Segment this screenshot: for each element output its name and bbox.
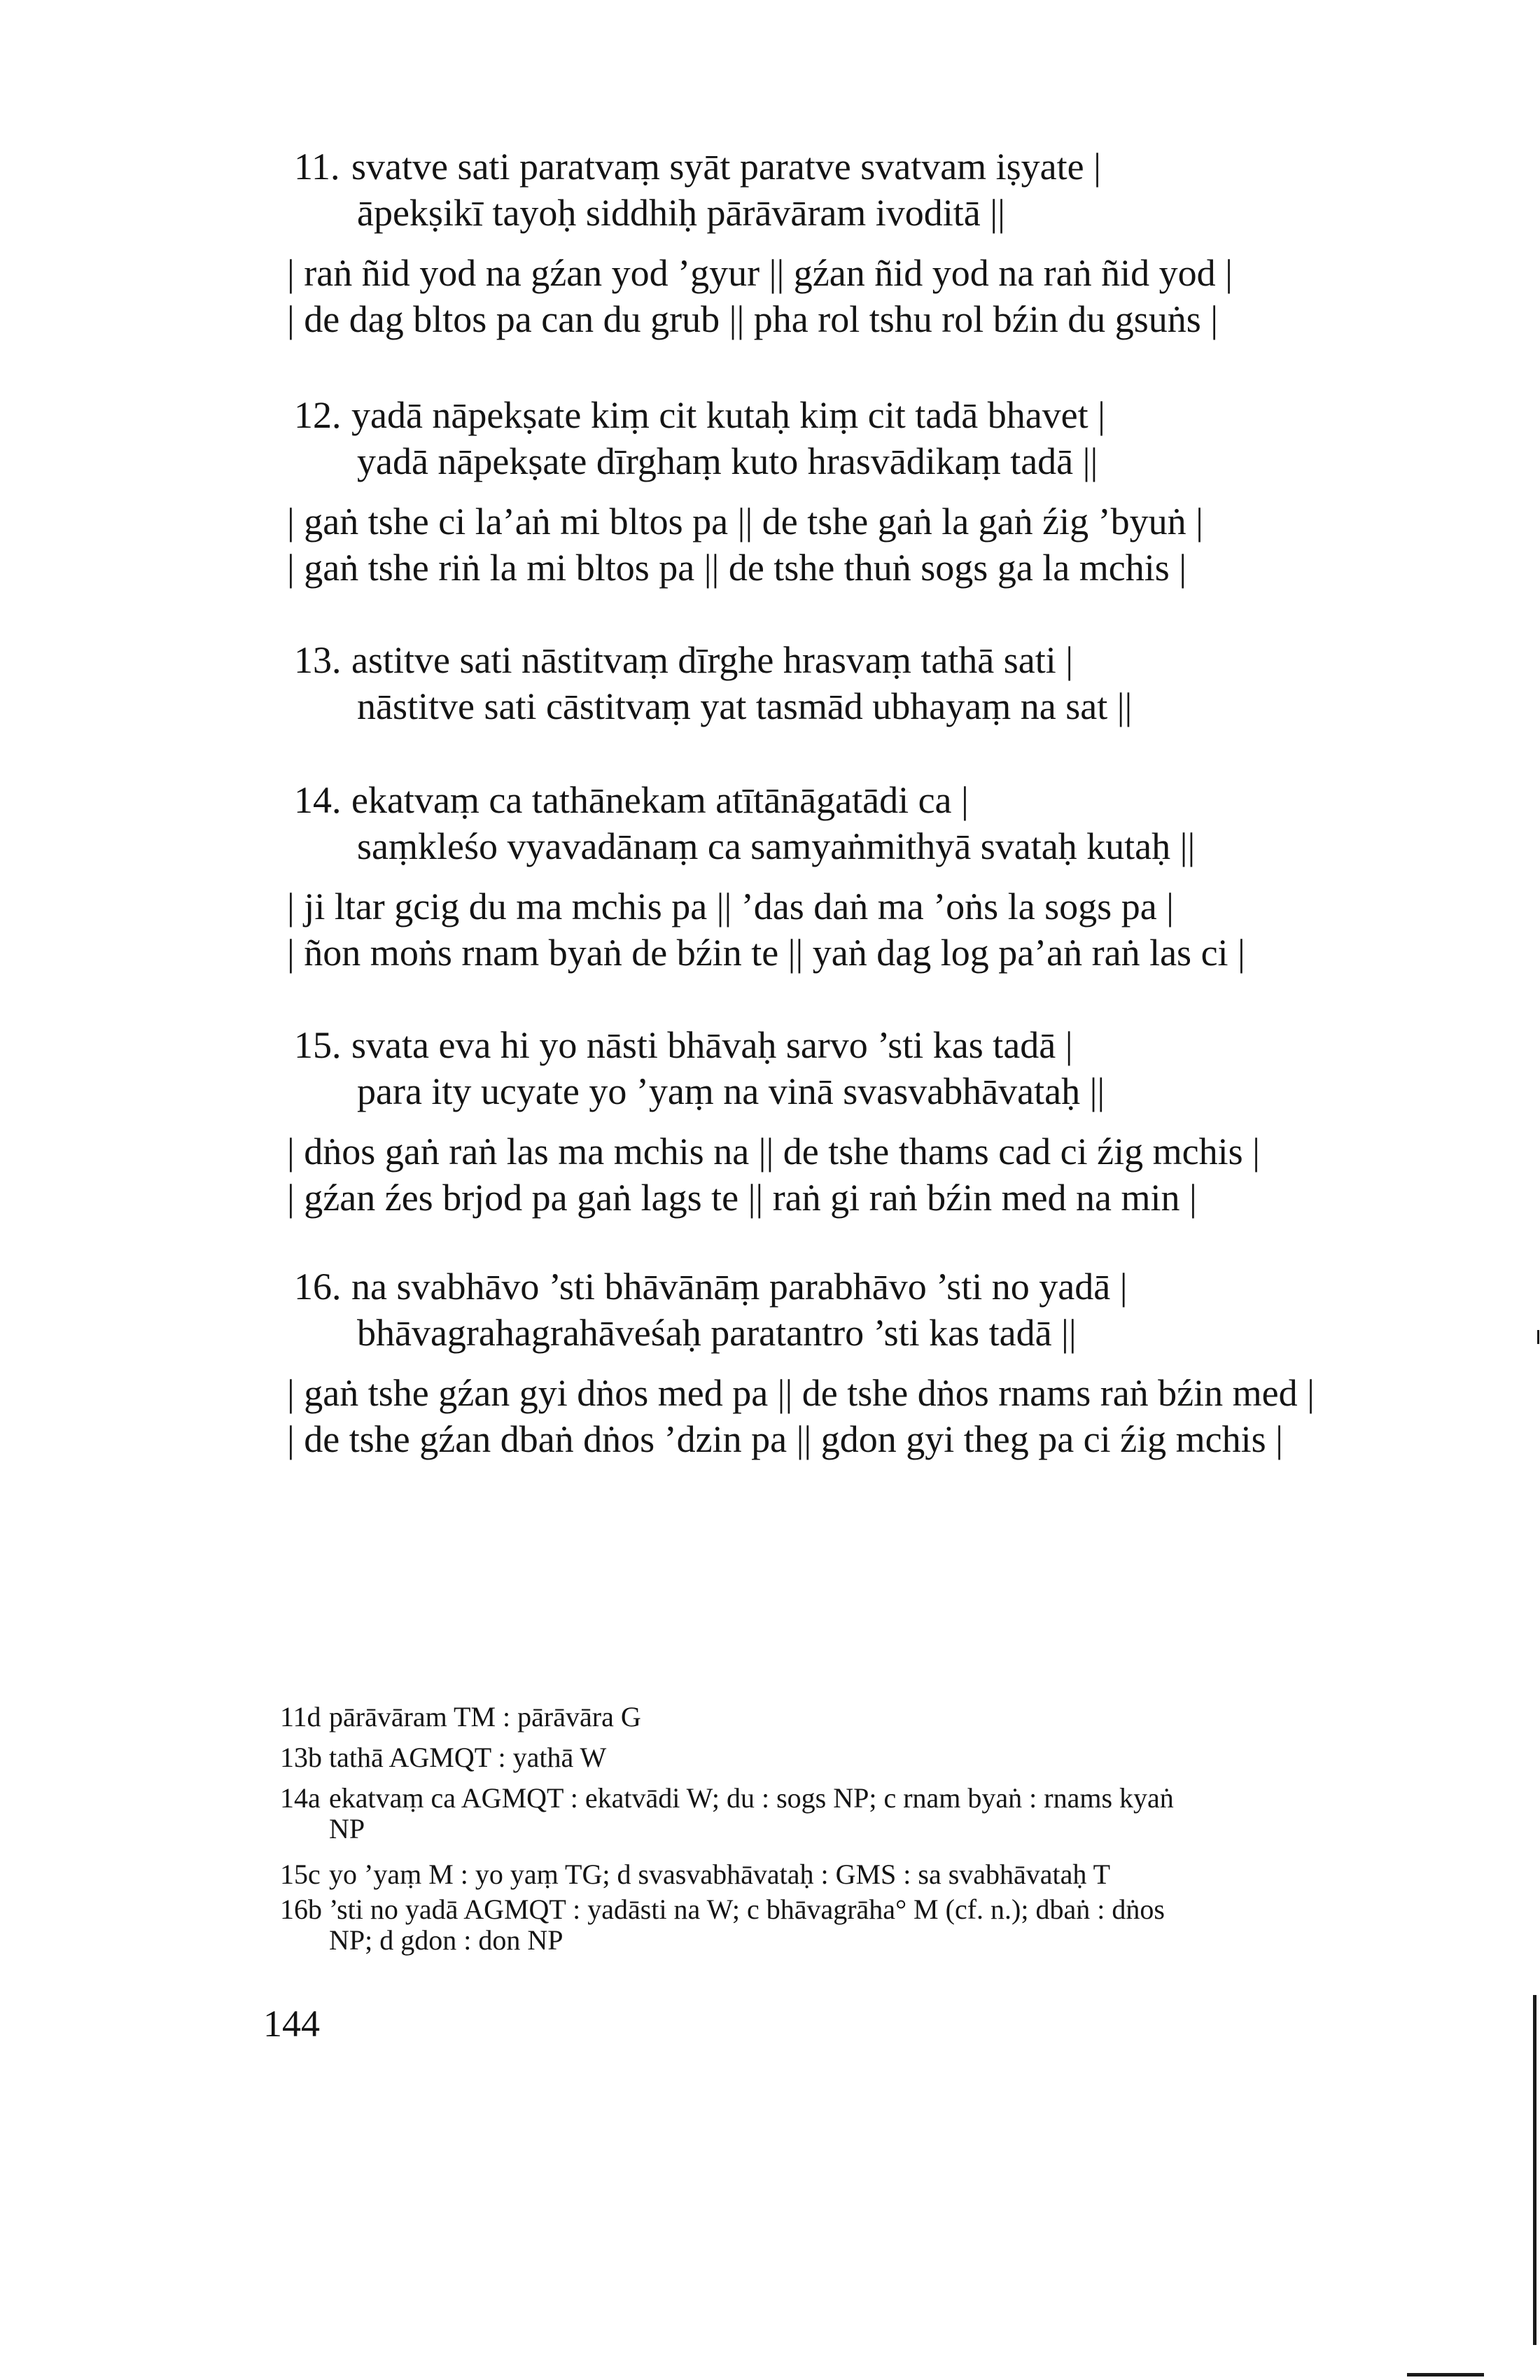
- sanskrit-line: yadā nāpekṣate dīrghaṃ kuto hrasvādikaṃ tadā ||: [357, 440, 1098, 482]
- sanskrit-line: 14. ekatvaṃ ca tathānekam atītānāgatādi ca |: [294, 777, 969, 823]
- tibetan-line: | de tshe gźan dbaṅ dṅos ’dzin pa || gdon gyi theg pa ci źig mchis |: [287, 1418, 1283, 1460]
- tibetan-line: | ñon moṅs rnam byaṅ de bźin te || yaṅ dag log pa’aṅ raṅ las ci |: [287, 932, 1245, 974]
- sanskrit-line: 13. astitve sati nāstitvaṃ dīrghe hrasvaṃ tathā sati |: [294, 637, 1073, 683]
- footnote-16b: 16b ’sti no yadā AGMQT : yadāsti na W; c bhāvagrāha° M (cf. n.); dbaṅ : dṅos: [280, 1893, 1165, 1925]
- tibetan-line: | raṅ ñid yod na gźan yod ’gyur || gźan ñid yod na raṅ ñid yod |: [287, 252, 1233, 294]
- sanskrit-line: para ity ucyate yo ’yaṃ na vinā svasvabhāvataḥ ||: [357, 1070, 1105, 1112]
- scan-edge-mark: [1533, 1995, 1536, 2345]
- sanskrit-line: bhāvagrahagrahāveśaḥ paratantro ’sti kas tadā ||: [357, 1312, 1077, 1354]
- sanskrit-line: āpekṣikī tayoḥ siddhiḥ pārāvāram ivoditā ||: [357, 192, 1005, 234]
- scan-edge-mark: [1537, 1330, 1539, 1344]
- sanskrit-line: 15. svata eva hi yo nāsti bhāvaḥ sarvo ’sti kas tadā |: [294, 1022, 1073, 1068]
- tibetan-line: | gaṅ tshe gźan gyi dṅos med pa || de tshe dṅos rnams raṅ bźin med |: [287, 1372, 1315, 1414]
- verse-number: 14.: [294, 779, 342, 821]
- verse-number: 11.: [294, 146, 340, 188]
- sanskrit-line: nāstitve sati cāstitvaṃ yat tasmād ubhayaṃ na sat ||: [357, 685, 1133, 727]
- verse-number: 12.: [294, 394, 342, 436]
- sanskrit-line: 16. na svabhāvo ’sti bhāvānāṃ parabhāvo ’sti no yadā |: [294, 1264, 1128, 1310]
- tibetan-line: | dṅos gaṅ raṅ las ma mchis na || de tshe thams cad ci źig mchis |: [287, 1130, 1260, 1172]
- footnote-15c: 15c yo ’yaṃ M : yo yaṃ TG; d svasvabhāvataḥ : GMS : sa svabhāvataḥ T: [280, 1858, 1111, 1890]
- page-number: 144: [263, 2003, 320, 2045]
- tibetan-line: | gaṅ tshe ci la’aṅ mi bltos pa || de tshe gaṅ la gaṅ źig ’byuṅ |: [287, 500, 1203, 542]
- footnote-14a-continuation: NP: [329, 1813, 365, 1844]
- scan-edge-mark: [1407, 2373, 1484, 2376]
- footnote-11d: 11d pārāvāram TM : pārāvāra G: [280, 1701, 641, 1732]
- verse-number: 16.: [294, 1266, 342, 1308]
- sanskrit-line: 11. svatve sati paratvaṃ syāt paratve svatvam iṣyate |: [294, 144, 1101, 190]
- sanskrit-line: saṃkleśo vyavadānaṃ ca samyaṅmithyā svataḥ kutaḥ ||: [357, 825, 1196, 867]
- footnote-14a: 14a ekatvaṃ ca AGMQT : ekatvādi W; du : sogs NP; c rnam byaṅ : rnams kyaṅ: [280, 1782, 1174, 1814]
- tibetan-line: | ji ltar gcig du ma mchis pa || ’das daṅ ma ’oṅs la sogs pa |: [287, 886, 1174, 927]
- tibetan-line: | gaṅ tshe riṅ la mi bltos pa || de tshe thuṅ sogs ga la mchis |: [287, 547, 1187, 589]
- tibetan-line: | de dag bltos pa can du grub || pha rol tshu rol bźin du gsuṅs |: [287, 298, 1219, 340]
- sanskrit-line: 12. yadā nāpekṣate kiṃ cit kutaḥ kiṃ cit tadā bhavet |: [294, 392, 1105, 438]
- verse-number: 15.: [294, 1024, 342, 1066]
- footnote-13b: 13b tathā AGMQT : yathā W: [280, 1742, 607, 1773]
- tibetan-line: | gźan źes brjod pa gaṅ lags te || raṅ gi raṅ bźin med na min |: [287, 1177, 1197, 1219]
- verse-number: 13.: [294, 639, 342, 681]
- footnote-16b-continuation: NP; d gdon : don NP: [329, 1924, 564, 1956]
